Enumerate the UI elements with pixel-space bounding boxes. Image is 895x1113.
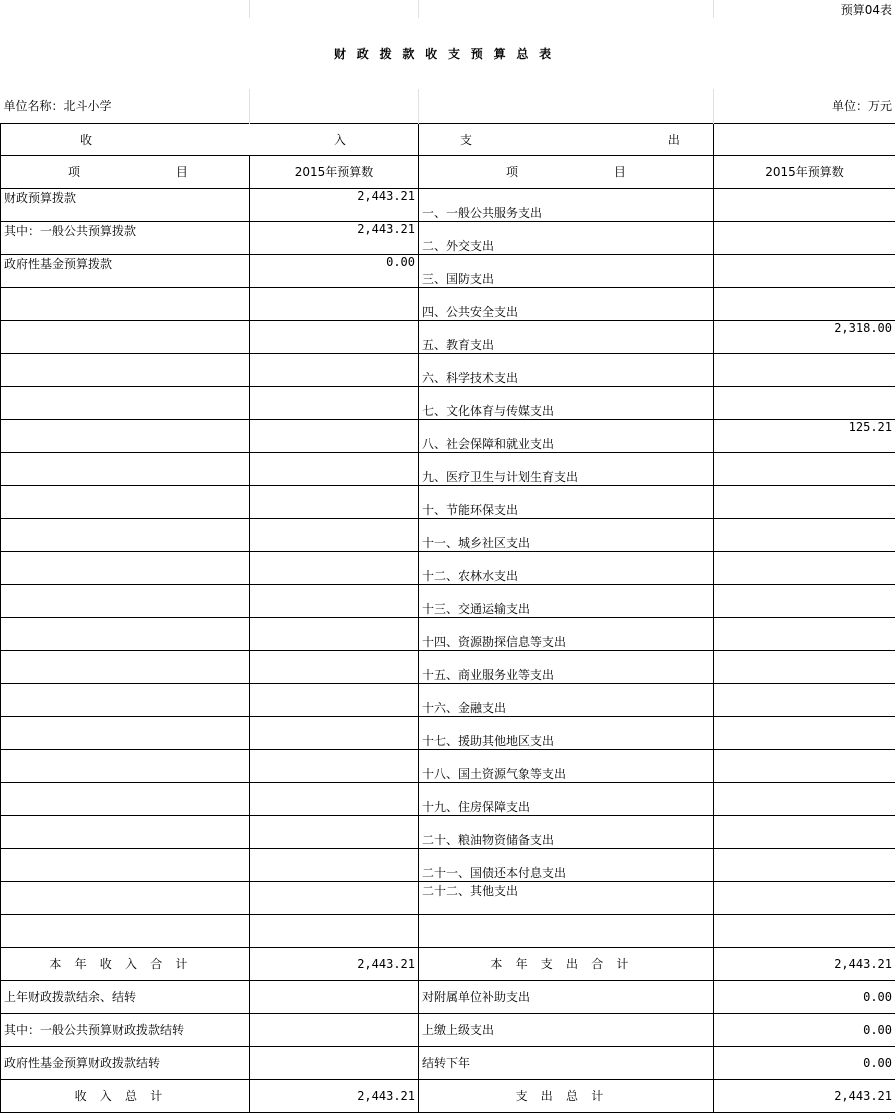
unit-row xyxy=(1,89,895,123)
income-value-cell xyxy=(250,782,419,815)
empty-cell xyxy=(250,980,419,1013)
expense-value-cell xyxy=(714,914,895,947)
table-row xyxy=(1,683,895,716)
income-value-cell xyxy=(250,419,419,452)
income-total-value: 2,443.21 xyxy=(250,1079,419,1112)
table-row xyxy=(1,584,895,617)
expense-item-cell: 十三、交通运输支出 xyxy=(419,584,714,617)
income-item-cell xyxy=(1,452,250,485)
income-value-cell xyxy=(250,617,419,650)
expense-header xyxy=(419,123,714,155)
subsidy-value: 0.00 xyxy=(714,980,895,1013)
income-value-cell xyxy=(250,815,419,848)
item-label: 项 xyxy=(68,165,81,179)
expense-value-cell xyxy=(714,716,895,749)
income-item-cell xyxy=(1,287,250,320)
expense-item-header xyxy=(419,155,714,188)
income-item-cell xyxy=(1,749,250,782)
expense-value-cell xyxy=(714,584,895,617)
table-row xyxy=(1,452,895,485)
expense-year-value: 2,443.21 xyxy=(714,947,895,980)
table-row xyxy=(1,782,895,815)
expense-header-label: 支 xyxy=(460,132,473,147)
expense-total-label: 支出总计 xyxy=(419,1079,714,1112)
unit-name: 单位名称：北斗小学 xyxy=(1,89,250,123)
income-value-cell xyxy=(250,386,419,419)
income-item-cell xyxy=(1,914,250,947)
expense-value-cell xyxy=(714,617,895,650)
carry-general-label: 其中：一般公共预算财政拨款结转 xyxy=(1,1013,250,1046)
expense-value-cell: 2,318.00 xyxy=(714,320,895,353)
upper-label: 上缴上级支出 xyxy=(419,1013,714,1046)
income-value-cell xyxy=(250,716,419,749)
income-item-cell xyxy=(1,353,250,386)
table-row xyxy=(1,518,895,551)
expense-value-cell xyxy=(714,485,895,518)
summary-row xyxy=(1,1013,895,1046)
expense-value-cell xyxy=(714,551,895,584)
expense-item-cell: 六、科学技术支出 xyxy=(419,353,714,386)
income-header-label: 收 xyxy=(80,132,93,147)
income-value-cell xyxy=(250,914,419,947)
income-item-cell xyxy=(1,848,250,881)
expense-value-cell xyxy=(714,881,895,914)
table-row xyxy=(1,419,895,452)
income-item-cell xyxy=(1,551,250,584)
expense-item-cell: 十八、国土资源气象等支出 xyxy=(419,749,714,782)
table-row xyxy=(1,485,895,518)
income-item-cell xyxy=(1,419,250,452)
empty-cell xyxy=(250,1046,419,1079)
table-row xyxy=(1,254,895,287)
carry-label: 上年财政拨款结余、结转 xyxy=(1,980,250,1013)
empty-cell xyxy=(250,1013,419,1046)
income-value-cell xyxy=(250,518,419,551)
sheet-tag-row xyxy=(1,0,895,18)
income-header-label-2: 入 xyxy=(333,132,346,147)
income-item-cell: 其中：一般公共预算拨款 xyxy=(1,221,250,254)
income-value-cell xyxy=(250,848,419,881)
expense-value-cell xyxy=(714,452,895,485)
income-total-label: 收入总计 xyxy=(1,1079,250,1112)
item-label-2: 目 xyxy=(613,165,626,179)
summary-row xyxy=(1,980,895,1013)
table-row xyxy=(1,320,895,353)
income-item-cell: 政府性基金预算拨款 xyxy=(1,254,250,287)
page-title: 财政拨款收支预算总表 xyxy=(333,47,562,61)
item-label: 项 xyxy=(506,165,519,179)
income-year-value: 2,443.21 xyxy=(250,947,419,980)
income-year-label: 本年收入合计 xyxy=(1,947,250,980)
expense-value-cell xyxy=(714,683,895,716)
income-item-cell xyxy=(1,716,250,749)
expense-value-cell xyxy=(714,815,895,848)
expense-item-cell: 五、教育支出 xyxy=(419,320,714,353)
income-item-cell xyxy=(1,617,250,650)
unit-label: 单位：万元 xyxy=(714,89,895,123)
income-item-cell xyxy=(1,584,250,617)
income-value-cell xyxy=(250,485,419,518)
income-item-cell xyxy=(1,881,250,914)
expense-header-label-2: 出 xyxy=(667,132,680,147)
table-row xyxy=(1,287,895,320)
income-value-cell xyxy=(250,287,419,320)
table-row xyxy=(1,617,895,650)
table-row xyxy=(1,221,895,254)
expense-value-cell xyxy=(714,254,895,287)
expense-item-cell: 二十一、国债还本付息支出 xyxy=(419,848,714,881)
expense-item-cell: 十二、农林水支出 xyxy=(419,551,714,584)
expense-item-cell: 四、公共安全支出 xyxy=(419,287,714,320)
income-item-cell xyxy=(1,650,250,683)
subsidy-label: 对附属单位补助支出 xyxy=(419,980,714,1013)
upper-value: 0.00 xyxy=(714,1013,895,1046)
table-row xyxy=(1,815,895,848)
income-value-cell xyxy=(250,452,419,485)
expense-item-cell: 二十、粮油物资储备支出 xyxy=(419,815,714,848)
table-row xyxy=(1,749,895,782)
expense-value-cell xyxy=(714,287,895,320)
expense-item-cell: 七、文化体育与传媒支出 xyxy=(419,386,714,419)
expense-item-cell xyxy=(419,914,714,947)
header-row-1 xyxy=(1,123,895,155)
expense-value-cell xyxy=(714,188,895,221)
expense-value-cell xyxy=(714,650,895,683)
table-row xyxy=(1,914,895,947)
summary-row xyxy=(1,947,895,980)
expense-item-cell: 十七、援助其他地区支出 xyxy=(419,716,714,749)
next-label: 结转下年 xyxy=(419,1046,714,1079)
expense-item-cell: 十、节能环保支出 xyxy=(419,485,714,518)
income-item-cell xyxy=(1,782,250,815)
summary-row xyxy=(1,1046,895,1079)
table-row xyxy=(1,551,895,584)
expense-item-cell: 九、医疗卫生与计划生育支出 xyxy=(419,452,714,485)
expense-value-cell: 125.21 xyxy=(714,419,895,452)
expense-budget-header: 2015年预算数 xyxy=(714,155,895,188)
table-row xyxy=(1,188,895,221)
expense-item-cell: 三、国防支出 xyxy=(419,254,714,287)
income-item-cell: 财政预算拨款 xyxy=(1,188,250,221)
expense-item-cell: 八、社会保障和就业支出 xyxy=(419,419,714,452)
table-row xyxy=(1,353,895,386)
expense-value-cell xyxy=(714,353,895,386)
income-item-cell xyxy=(1,683,250,716)
income-value-cell xyxy=(250,650,419,683)
income-value-cell xyxy=(250,881,419,914)
expense-item-cell: 一、一般公共服务支出 xyxy=(419,188,714,221)
income-item-cell xyxy=(1,320,250,353)
income-value-cell: 2,443.21 xyxy=(250,221,419,254)
income-value-cell xyxy=(250,353,419,386)
income-item-cell xyxy=(1,386,250,419)
expense-value-cell xyxy=(714,518,895,551)
expense-item-cell: 十九、住房保障支出 xyxy=(419,782,714,815)
next-value: 0.00 xyxy=(714,1046,895,1079)
summary-row xyxy=(1,1079,895,1112)
table-row xyxy=(1,650,895,683)
income-value-cell: 2,443.21 xyxy=(250,188,419,221)
expense-item-cell: 二、外交支出 xyxy=(419,221,714,254)
carry-fund-label: 政府性基金预算财政拨款结转 xyxy=(1,1046,250,1079)
expense-year-label: 本年支出合计 xyxy=(419,947,714,980)
table-row xyxy=(1,716,895,749)
expense-value-cell xyxy=(714,749,895,782)
income-value-cell xyxy=(250,320,419,353)
income-item-header xyxy=(1,155,250,188)
income-budget-header: 2015年预算数 xyxy=(250,155,419,188)
expense-item-cell: 十四、资源勘探信息等支出 xyxy=(419,617,714,650)
income-value-cell xyxy=(250,749,419,782)
income-item-cell xyxy=(1,485,250,518)
expense-item-cell: 十一、城乡社区支出 xyxy=(419,518,714,551)
title-row xyxy=(1,18,895,89)
income-value-cell: 0.00 xyxy=(250,254,419,287)
item-label-2: 目 xyxy=(175,165,188,179)
expense-value-cell xyxy=(714,386,895,419)
income-header xyxy=(1,123,419,155)
expense-item-cell: 十六、金融支出 xyxy=(419,683,714,716)
expense-value-cell xyxy=(714,221,895,254)
table-row xyxy=(1,881,895,914)
table-row xyxy=(1,848,895,881)
income-item-cell xyxy=(1,518,250,551)
header-row-2 xyxy=(1,155,895,188)
income-value-cell xyxy=(250,551,419,584)
table-row xyxy=(1,386,895,419)
expense-total-value: 2,443.21 xyxy=(714,1079,895,1112)
income-item-cell xyxy=(1,815,250,848)
expense-item-cell: 十五、商业服务业等支出 xyxy=(419,650,714,683)
expense-value-cell xyxy=(714,848,895,881)
expense-item-cell: 二十二、其他支出 xyxy=(419,881,714,914)
income-value-cell xyxy=(250,584,419,617)
expense-value-cell xyxy=(714,782,895,815)
sheet-tag: 预算04表 xyxy=(714,0,895,18)
income-value-cell xyxy=(250,683,419,716)
